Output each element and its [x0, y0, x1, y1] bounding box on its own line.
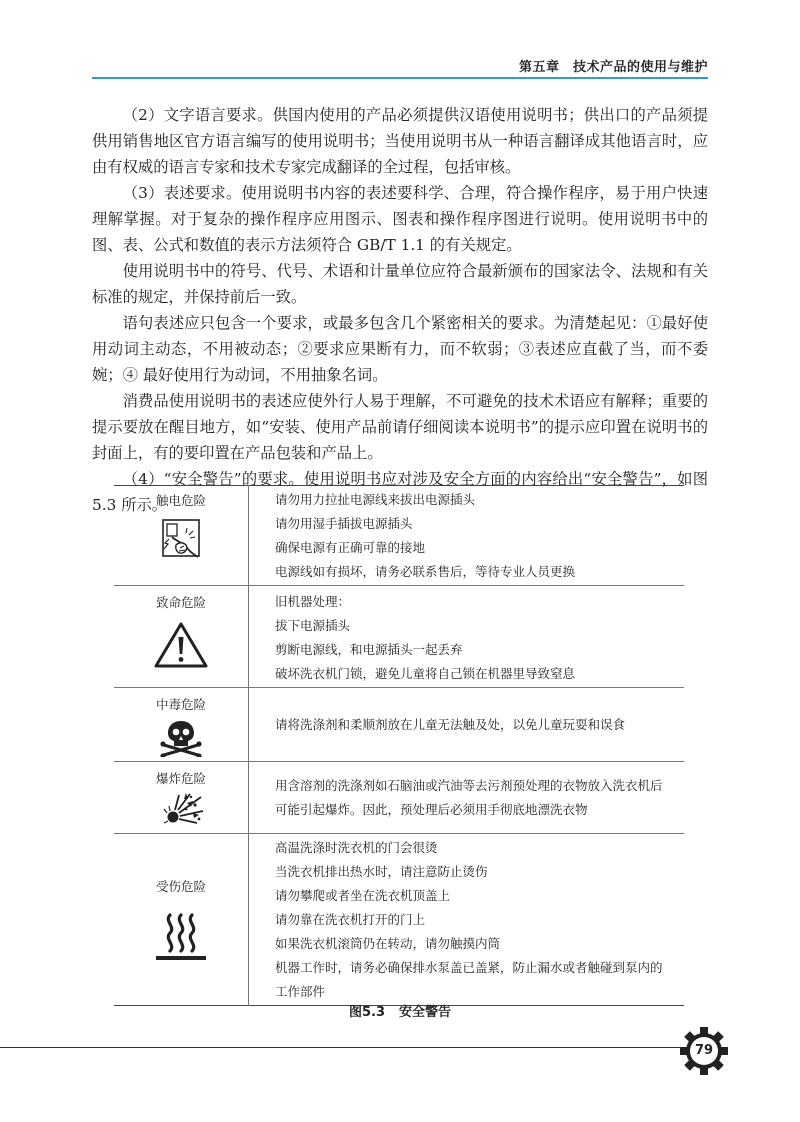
warning-icon-cell: [114, 688, 249, 762]
hot-surface-icon: [154, 909, 208, 963]
warning-lines: [249, 688, 685, 762]
warning-lines: [249, 762, 685, 834]
warning-line: 拔下电源插头: [275, 618, 351, 633]
warning-line: 可能引起爆炸。因此，预处理后必须用手彻底地漂洗衣物: [275, 801, 588, 817]
figure-caption: [0, 1001, 800, 1020]
warning-row: [114, 762, 684, 834]
warning-icon-cell: [114, 486, 249, 586]
warning-row: [114, 688, 684, 762]
warning-category: 触电危险: [155, 493, 206, 508]
warning-line: 用含溶剂的洗涤剂如石脑油或汽油等去污剂预处理的衣物放入洗衣机后: [275, 777, 663, 793]
body-text: [92, 102, 708, 518]
warning-line: 当洗衣机排出热水时，请注意防止烫伤: [275, 864, 488, 879]
footer-rule: [0, 1047, 690, 1048]
warning-lines: [249, 586, 685, 688]
paragraph: （3）表述要求。使用说明书内容的表述要科学、合理，符合操作程序，易于用户快速理解掌握。对于复杂的操作程序应用图示、图表和操作程序图进行说明。使用说明书中的图、表、公式和数值的表示方法须符合 GB/T 1.1 的有关规定。: [92, 184, 708, 254]
warning-category: 爆炸危险: [155, 771, 206, 786]
warning-line: 高温洗涤时洗衣机的门会很烫: [275, 840, 438, 855]
chapter-header: 第五章 技术产品的使用与维护: [518, 60, 708, 75]
warning-line: 请勿用力拉扯电源线来拔出电源插头: [275, 492, 476, 507]
warning-lines: [249, 486, 685, 586]
warning-line: 请将洗涤剂和柔顺剂放在儿童无法触及处，以免儿童玩耍和误食: [275, 716, 626, 732]
warning-line: 破坏洗衣机门锁，避免儿童将自己锁在机器里导致窒息: [275, 666, 576, 681]
warning-row: [114, 486, 684, 586]
skull-crossbones-icon: [158, 719, 204, 757]
page-number: 79: [694, 1043, 714, 1058]
warning-line: 工作部件: [275, 984, 326, 999]
warning-icon-cell: [114, 586, 249, 688]
warning-category: 受伤危险: [155, 878, 206, 894]
header-rule: [92, 77, 708, 79]
warning-line: 剪断电源线，和电源插头一起丢弃: [275, 642, 463, 657]
warning-lines: [249, 834, 685, 1006]
warning-row: [114, 834, 684, 1006]
warning-triangle-icon: [153, 621, 209, 669]
warning-icon-cell: [114, 762, 249, 834]
safety-warning-table: [114, 485, 684, 1006]
paragraph: 使用说明书中的符号、代号、术语和计量单位应符合最新颁布的国家法令、法规和有关标准的规定，并保持前后一致。: [92, 262, 708, 306]
warning-line: 确保电源有正确可靠的接地: [275, 540, 426, 555]
warning-line: 请勿靠在洗衣机打开的门上: [275, 912, 426, 927]
explosion-icon: [157, 791, 205, 827]
warning-category: 中毒危险: [155, 697, 206, 712]
warning-row: [114, 586, 684, 688]
paragraph: 语句表述应只包含一个要求，或最多包含几个紧密相关的要求。为清楚起见：①最好使用动词主动态，不用被动态；②要求应果断有力，而不软弱；③表述应直截了当，而不委婉；④ 最好使用行为动词，不用抽象名词。: [92, 314, 708, 384]
paragraph: （2）文字语言要求。供国内使用的产品必须提供汉语使用说明书；供出口的产品须提供用销售地区官方语言编写的使用说明书；当使用说明书从一种语言翻译成其他语言时，应由有权威的语言专家和技术专家完成翻译的全过程，包括审核。: [92, 106, 708, 176]
warning-line: 旧机器处理：: [275, 594, 351, 609]
electric-shock-icon: [158, 515, 204, 561]
paragraph: 消费品使用说明书的表述应使外行人易于理解，不可避免的技术术语应有解释；重要的提示要放在醒目地方，如“安装、使用产品前请仔细阅读本说明书”的提示应印置在说明书的封面上，有的要印置在产品包装和产品上。: [92, 392, 708, 462]
paragraph: （4）“安全警告”的要求。使用说明书应对涉及安全方面的内容给出“安全警告”，如图5.3 所示。: [92, 470, 708, 514]
figure-title: 安全警告: [399, 1005, 452, 1020]
figure-number: 图5.3: [348, 1005, 385, 1020]
warning-category: 致命危险: [155, 595, 206, 610]
warning-line: 请勿攀爬或者坐在洗衣机顶盖上: [275, 888, 451, 903]
warning-line: 如果洗衣机滚筒仍在转动，请勿触摸内筒: [275, 936, 501, 951]
warning-line: 机器工作时，请务必确保排水泵盖已盖紧，防止漏水或者触碰到泵内的: [275, 960, 663, 975]
warning-line: 电源线如有损坏，请务必联系售后，等待专业人员更换: [275, 564, 576, 579]
warning-line: 请勿用湿手插拔电源插头: [275, 516, 413, 531]
warning-icon-cell: [114, 834, 249, 1006]
